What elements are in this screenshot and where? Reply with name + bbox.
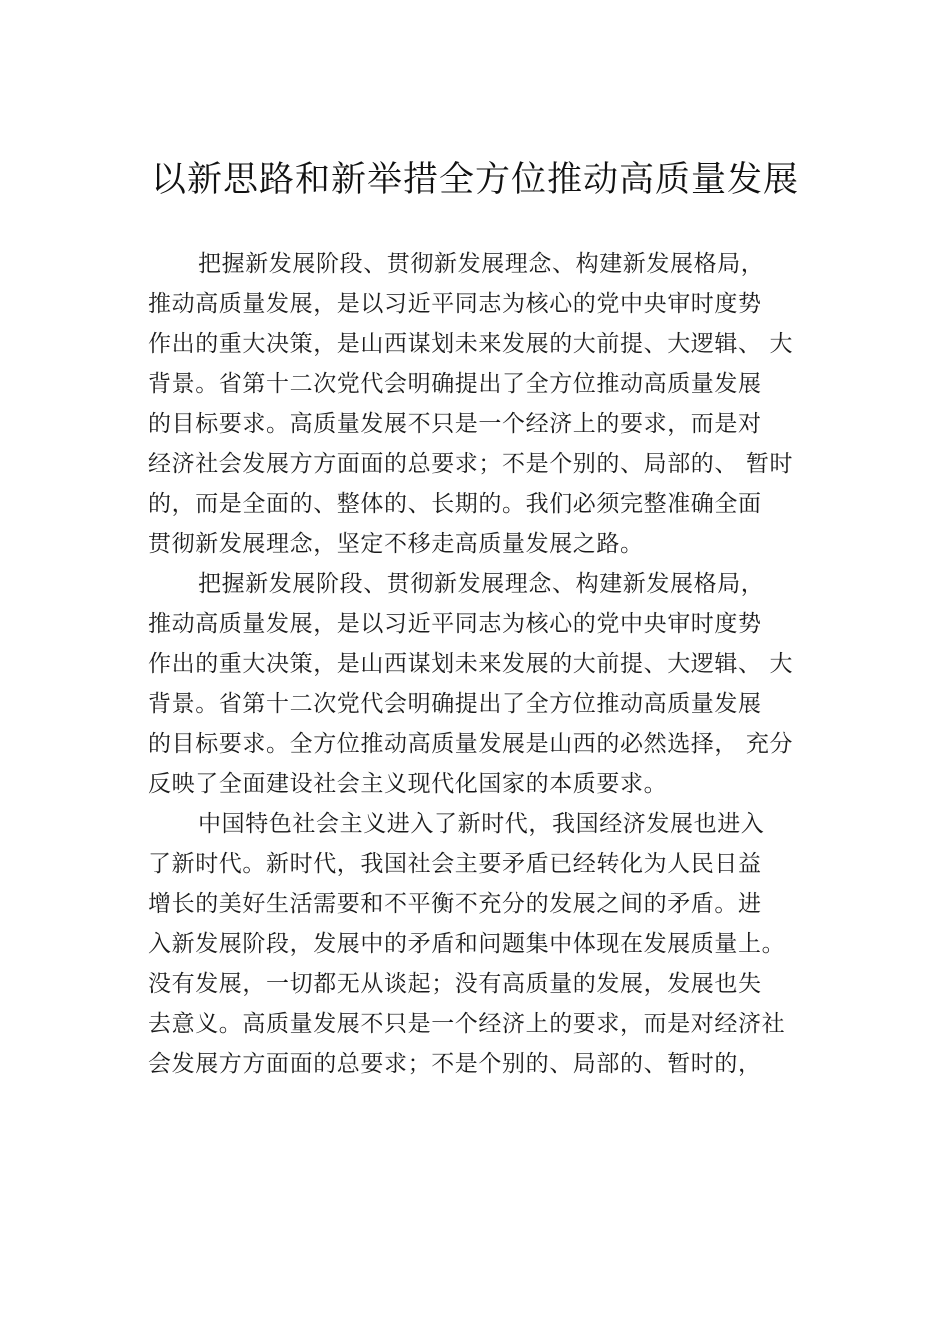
body-line: 作出的重大决策，是山西谋划未来发展的大前提、大逻辑、 大 <box>148 651 794 677</box>
body-line: 反映了全面建设社会主义现代化国家的本质要求。 <box>148 771 668 797</box>
body-line: 把握新发展阶段、贯彻新发展理念、构建新发展格局， <box>198 251 765 277</box>
body-line: 中国特色社会主义进入了新时代，我国经济发展也进入 <box>198 811 765 837</box>
body-line: 经济社会发展方方面面的总要求；不是个别的、局部的、 暂时 <box>148 451 794 477</box>
body-line: 推动高质量发展，是以习近平同志为核心的党中央审时度势 <box>148 611 762 637</box>
body-line: 了新时代。新时代，我国社会主要矛盾已经转化为人民日益 <box>148 851 762 877</box>
body-line: 的目标要求。高质量发展不只是一个经济上的要求，而是对 <box>148 411 762 437</box>
body-line: 会发展方方面面的总要求；不是个别的、局部的、暂时的， <box>148 1051 762 1077</box>
body-line: 贯彻新发展理念，坚定不移走高质量发展之路。 <box>148 531 644 557</box>
body-line: 背景。省第十二次党代会明确提出了全方位推动高质量发展 <box>148 371 762 397</box>
body-line: 作出的重大决策，是山西谋划未来发展的大前提、大逻辑、 大 <box>148 331 794 357</box>
body-line: 增长的美好生活需要和不平衡不充分的发展之间的矛盾。进 <box>148 891 762 917</box>
body-line: 入新发展阶段，发展中的矛盾和问题集中体现在发展质量上。 <box>148 931 786 957</box>
body-line: 背景。省第十二次党代会明确提出了全方位推动高质量发展 <box>148 691 762 717</box>
body-line: 去意义。高质量发展不只是一个经济上的要求，而是对经济社 <box>148 1011 786 1037</box>
body-line: 推动高质量发展，是以习近平同志为核心的党中央审时度势 <box>148 291 762 317</box>
body-line: 的，而是全面的、整体的、长期的。我们必须完整准确全面 <box>148 491 762 517</box>
document-title: 以新思路和新举措全方位推动高质量发展 <box>150 160 799 200</box>
body-line: 没有发展，一切都无从谈起；没有高质量的发展，发展也失 <box>148 971 762 997</box>
body-line: 的目标要求。全方位推动高质量发展是山西的必然选择， 充分 <box>148 731 794 757</box>
body-line: 把握新发展阶段、贯彻新发展理念、构建新发展格局， <box>198 571 765 597</box>
